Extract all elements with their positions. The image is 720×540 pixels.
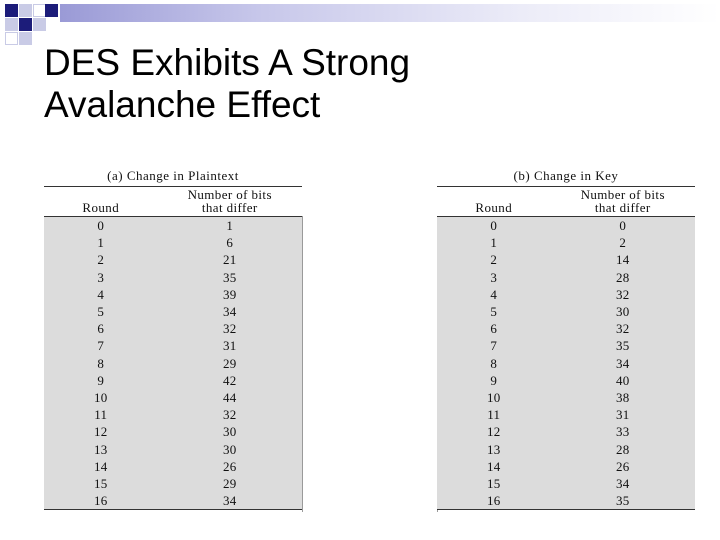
bits-differ-cell: 21 [158,251,302,268]
table-row [437,492,695,510]
round-cell: 8 [437,355,551,372]
column-header-bits-line-1: Number of bits [580,187,665,202]
round-cell: 2 [437,251,551,268]
bits-differ-cell: 35 [551,492,695,510]
bits-differ-cell: 34 [158,492,302,510]
table-row [437,251,695,268]
table-row [437,423,695,440]
table-row [437,286,695,303]
round-cell: 13 [44,441,158,458]
bits-differ-cell: 31 [158,337,302,354]
slide-title-line-2: Avalanche Effect [44,84,321,125]
round-cell: 4 [44,286,158,303]
round-cell: 9 [44,372,158,389]
round-cell: 7 [437,337,551,354]
table-row [44,389,302,406]
bits-differ-cell: 44 [158,389,302,406]
round-cell: 14 [44,458,158,475]
bits-differ-cell: 14 [551,251,695,268]
table-row [44,423,302,440]
bits-differ-cell: 32 [551,286,695,303]
table-body [437,217,695,510]
table-body [44,217,302,510]
key-change-table [437,168,695,510]
table-row [437,406,695,423]
bits-differ-cell: 29 [158,355,302,372]
slide-title-line-1: DES Exhibits A Strong [44,42,411,83]
bits-differ-cell: 29 [158,475,302,492]
table-row [44,286,302,303]
round-cell: 3 [437,269,551,286]
table-row [44,458,302,475]
round-cell: 16 [44,492,158,510]
header-gradient-band [60,4,720,22]
table-gap [302,168,437,512]
plaintext-change-table-container [44,168,302,510]
bits-differ-cell: 26 [158,458,302,475]
bits-differ-cell: 30 [158,441,302,458]
round-cell: 2 [44,251,158,268]
table-row [437,441,695,458]
table-row [437,389,695,406]
bits-differ-cell: 34 [551,355,695,372]
bits-differ-cell: 34 [158,303,302,320]
table-row [44,303,302,320]
table-row [437,217,695,235]
column-header-bits-line-2: that differ [594,200,651,215]
table-row [437,475,695,492]
column-header-bits-line-1: Number of bits [187,187,272,202]
bits-differ-cell: 33 [551,423,695,440]
round-cell: 12 [44,423,158,440]
round-cell: 4 [437,286,551,303]
column-header-round: Round [44,187,158,217]
divider-line [302,216,303,512]
bits-differ-cell: 32 [158,406,302,423]
bits-differ-cell: 31 [551,406,695,423]
round-cell: 13 [437,441,551,458]
round-cell: 0 [437,217,551,235]
round-cell: 5 [44,303,158,320]
table-row [437,303,695,320]
table-row [44,406,302,423]
round-cell: 7 [44,337,158,354]
table-row [437,372,695,389]
round-cell: 16 [437,492,551,510]
table-caption: (a) Change in Plaintext [44,168,302,187]
table-caption: (b) Change in Key [437,168,695,187]
bits-differ-cell: 28 [551,441,695,458]
table-row [44,475,302,492]
round-cell: 10 [44,389,158,406]
table-row [437,458,695,475]
column-header-bits [551,187,695,217]
round-cell: 3 [44,269,158,286]
bits-differ-cell: 1 [158,217,302,235]
table-row [44,217,302,235]
column-header-bits-line-2: that differ [201,200,258,215]
round-cell: 9 [437,372,551,389]
table-row [44,320,302,337]
bits-differ-cell: 38 [551,389,695,406]
plaintext-change-table [44,168,302,510]
table-row [44,441,302,458]
round-cell: 8 [44,355,158,372]
round-cell: 1 [437,234,551,251]
table-row [44,251,302,268]
bits-differ-cell: 40 [551,372,695,389]
bits-differ-cell: 6 [158,234,302,251]
bits-differ-cell: 26 [551,458,695,475]
round-cell: 14 [437,458,551,475]
table-row [44,492,302,510]
table-row [44,234,302,251]
round-cell: 1 [44,234,158,251]
round-cell: 15 [44,475,158,492]
column-header-round: Round [437,187,551,217]
bits-differ-cell: 42 [158,372,302,389]
column-header-bits [158,187,302,217]
bits-differ-cell: 32 [551,320,695,337]
round-cell: 0 [44,217,158,235]
bits-differ-cell: 0 [551,217,695,235]
key-change-table-container [437,168,695,510]
bits-differ-cell: 35 [158,269,302,286]
bits-differ-cell: 30 [158,423,302,440]
bits-differ-cell: 35 [551,337,695,354]
table-row [437,234,695,251]
table-row [44,337,302,354]
table-row [44,269,302,286]
round-cell: 6 [437,320,551,337]
round-cell: 11 [44,406,158,423]
table-row [437,355,695,372]
slide-title [44,42,684,126]
bits-differ-cell: 39 [158,286,302,303]
table-row [437,337,695,354]
bits-differ-cell: 2 [551,234,695,251]
table-row [44,372,302,389]
bits-differ-cell: 32 [158,320,302,337]
round-cell: 5 [437,303,551,320]
bits-differ-cell: 34 [551,475,695,492]
round-cell: 6 [44,320,158,337]
round-cell: 12 [437,423,551,440]
round-cell: 10 [437,389,551,406]
table-row [437,269,695,286]
bits-differ-cell: 30 [551,303,695,320]
round-cell: 11 [437,406,551,423]
bits-differ-cell: 28 [551,269,695,286]
table-row [437,320,695,337]
round-cell: 15 [437,475,551,492]
table-row [44,355,302,372]
